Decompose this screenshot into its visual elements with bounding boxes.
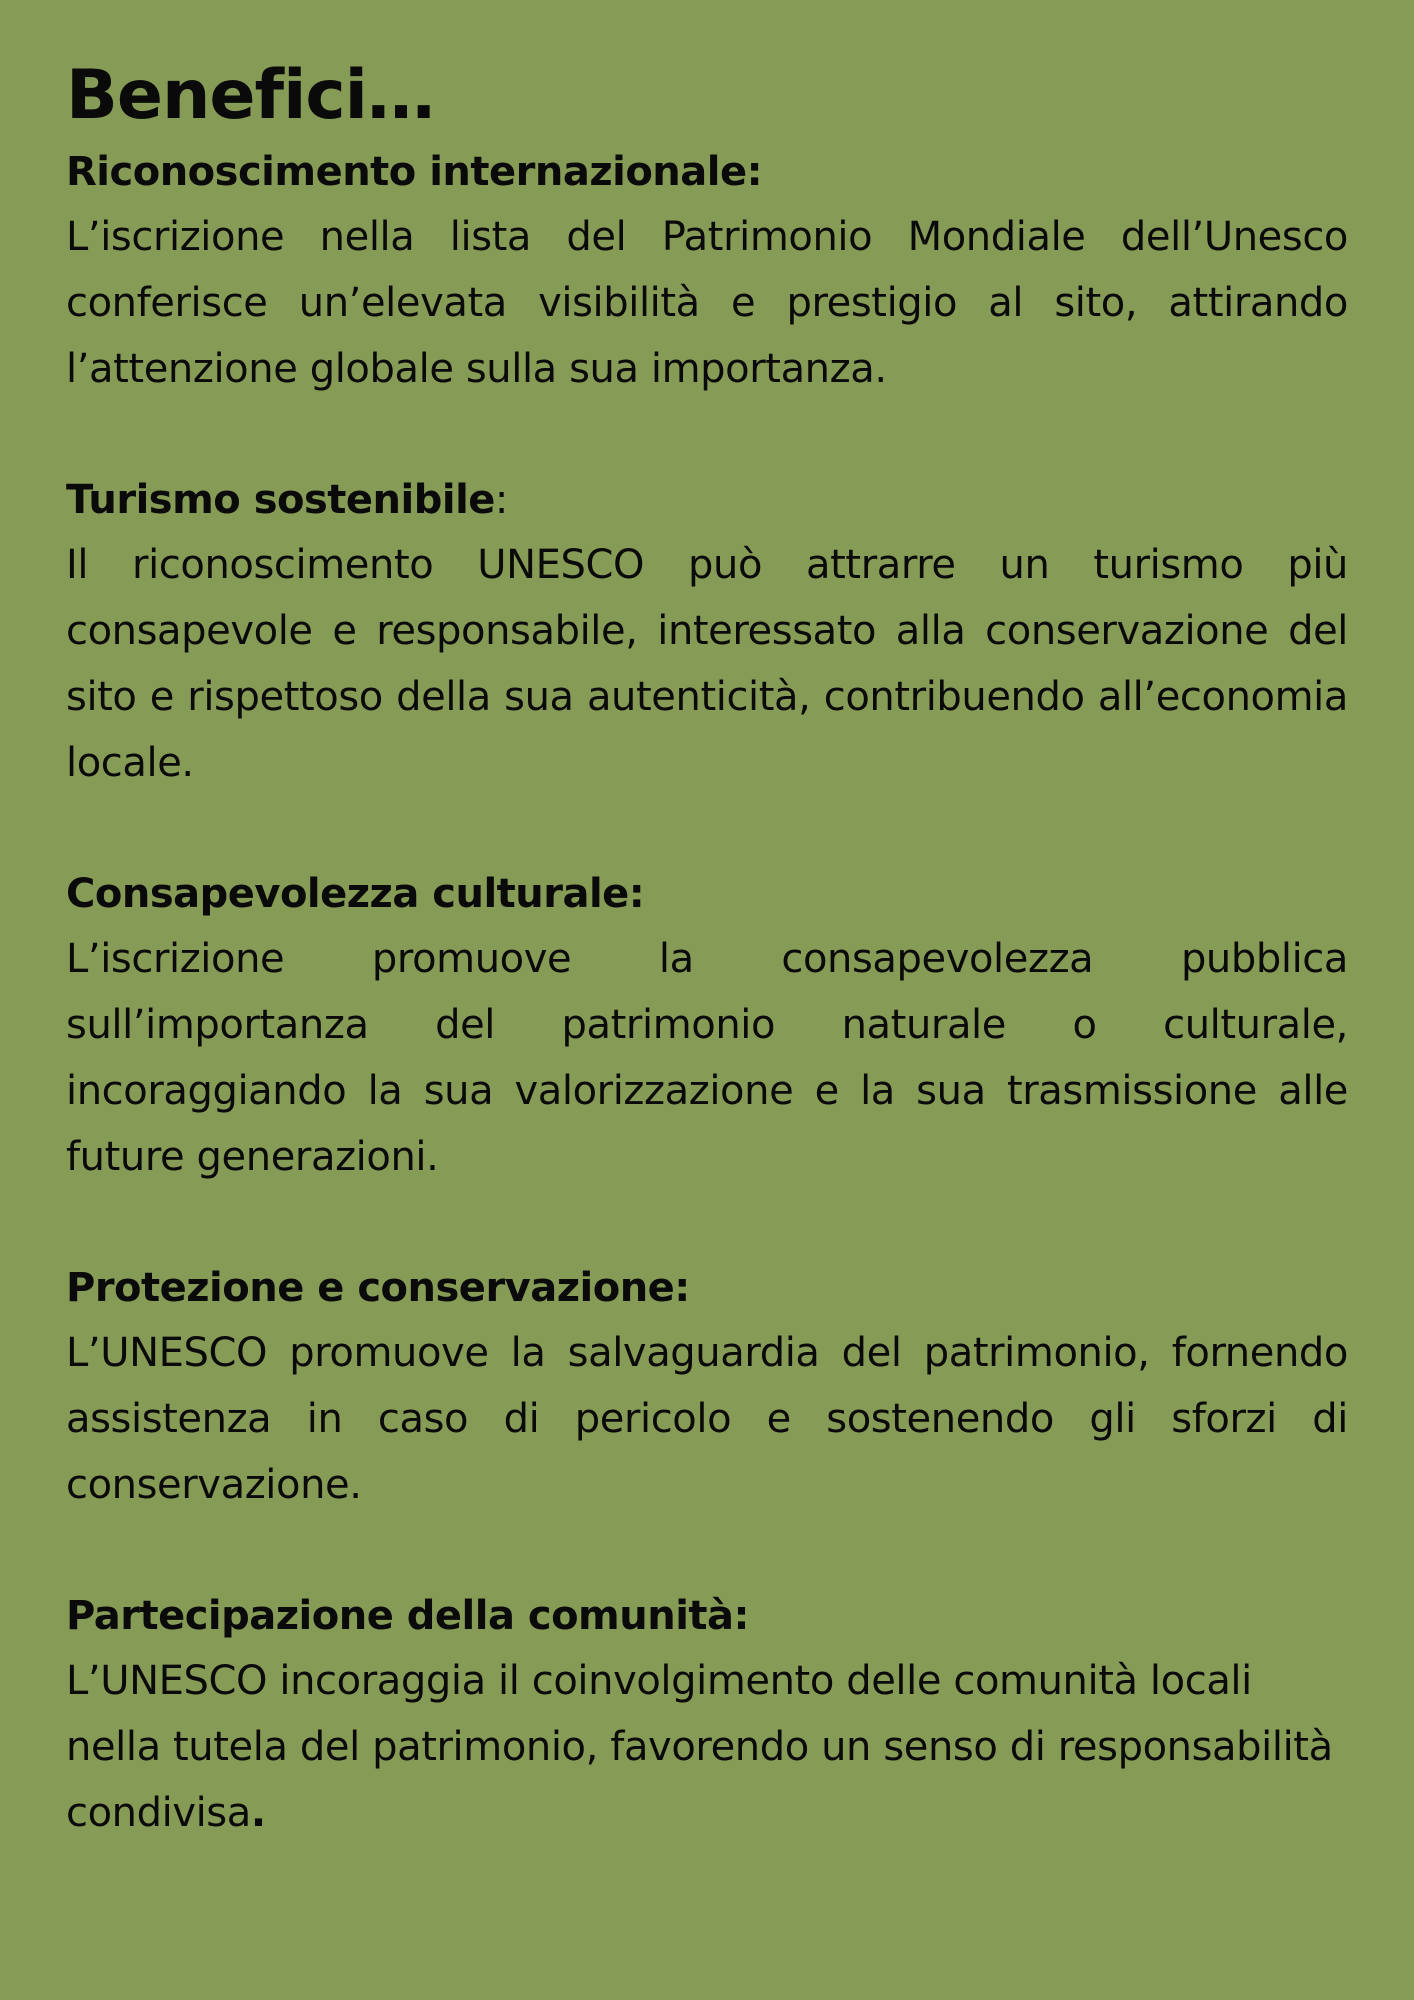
section-protezione <box>66 1256 1348 1518</box>
section-text: L’iscrizione promuove la consapevolezza pubblica sull’importanza del patrimonio naturale o culturale, incoraggiando la sua valorizzazione e la sua trasmissione alle future generazioni. <box>66 936 1348 1180</box>
section-heading-wrap <box>66 468 1348 532</box>
section-text: Il riconoscimento UNESCO può attrarre un turismo più consapevole e responsabile, interessato alla conservazione del sito e rispettoso della sua autenticità, contribuendo all’economia locale. <box>66 542 1348 786</box>
section-text-wrap <box>66 1648 1348 1846</box>
section-text: L’UNESCO promuove la salvaguardia del patrimonio, fornendo assistenza in caso di pericolo e sostenendo gli sforzi di conservazione. <box>66 1330 1348 1508</box>
section-heading: Turismo sostenibile <box>66 477 495 523</box>
heading-colon: : <box>494 477 508 523</box>
section-heading: Partecipazione della comunità: <box>66 1593 750 1639</box>
section-text: L’UNESCO incoraggia il coinvolgimento delle comunità locali nella tutela del patrimonio, favorendo un senso di responsabilità condivisa <box>66 1658 1333 1836</box>
section-heading: Riconoscimento internazionale: <box>66 149 763 195</box>
page-title: Benefici… <box>66 56 434 135</box>
section-turismo <box>66 468 1348 796</box>
section-heading: Protezione e conservazione: <box>66 1265 690 1311</box>
section-heading: Consapevolezza culturale: <box>66 871 645 917</box>
section-riconoscimento <box>66 140 1348 402</box>
section-partecipazione <box>66 1584 1348 1846</box>
section-consapevolezza <box>66 862 1348 1190</box>
text-end-period: . <box>250 1790 266 1836</box>
section-text: L’iscrizione nella lista del Patrimonio Mondiale dell’Unesco conferisce un’elevata visibilità e prestigio al sito, attirando l’attenzione globale sulla sua importanza. <box>66 214 1348 392</box>
